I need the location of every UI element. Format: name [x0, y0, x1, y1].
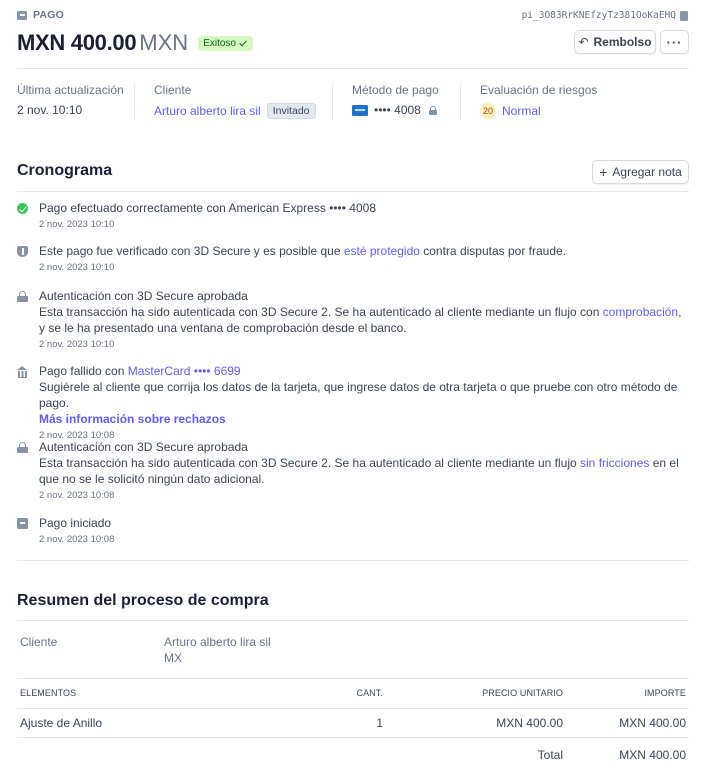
add-note-label: Agregar nota: [612, 165, 682, 179]
lock-icon: [429, 106, 437, 115]
more-actions-button[interactable]: [660, 30, 689, 54]
event-title-text: Este pago fue verificado con 3D Secure y es posible que: [39, 244, 344, 258]
event-title: Pago iniciado: [39, 516, 112, 530]
customer-label: Cliente: [154, 83, 192, 97]
refund-arrow-icon: ↶: [578, 35, 589, 49]
event-desc-text: , y se le ha presentado una ventana de comprobación desde el banco.: [39, 305, 682, 335]
item-unit-price: MXN 400.00: [496, 716, 563, 730]
payment-kind: [17, 9, 64, 21]
shield-icon: [17, 246, 28, 257]
total-value: MXN 400.00: [619, 748, 686, 762]
check-circle-icon: [17, 203, 28, 214]
payment-box-icon: [17, 11, 27, 20]
table-top-divider: [17, 678, 689, 679]
checkout-customer-name: Arturo alberto lira sil: [164, 635, 271, 649]
column-divider: [460, 83, 461, 120]
column-divider: [134, 83, 135, 120]
risk-label: Evaluación de riesgos: [480, 83, 598, 97]
bank-icon: [17, 366, 28, 377]
risk-level-link[interactable]: Normal: [502, 104, 541, 118]
column-header-unit-price: PRECIO UNITARIO: [482, 688, 563, 698]
status-badge: [198, 36, 253, 51]
last-update-value: 2 nov. 10:10: [17, 103, 83, 117]
event-description: [39, 304, 689, 336]
lock-icon: [17, 442, 28, 453]
event-title: Autenticación con 3D Secure aprobada: [39, 289, 248, 303]
payment-method-label: Método de pago: [352, 83, 439, 97]
event-time: 2 nov. 2023 10:10: [39, 339, 115, 350]
mastercard-link[interactable]: MasterCard •••• 6699: [127, 364, 241, 378]
add-note-button[interactable]: [592, 160, 689, 184]
table-header-divider: [17, 708, 689, 709]
event-title: [39, 243, 689, 259]
card-last4: •••• 4008: [374, 103, 421, 117]
payment-amount: MXN 400.00: [17, 30, 137, 55]
refund-button-label: Rembolso: [593, 35, 652, 49]
checkout-title: Resumen del proceso de compra: [17, 592, 269, 609]
event-time: 2 nov. 2023 10:08: [39, 490, 115, 501]
last-update-column: [17, 83, 124, 117]
column-divider: [332, 83, 333, 120]
customer-link[interactable]: Arturo alberto lira sil: [154, 104, 261, 118]
column-header-items: ELEMENTOS: [20, 688, 77, 698]
column-header-qty: CANT.: [356, 688, 383, 698]
customer-column: [154, 83, 316, 119]
event-title: Autenticación con 3D Secure aprobada: [39, 440, 248, 454]
guest-badge: Invitado: [267, 103, 316, 119]
event-desc-text: Esta transacción ha sido autenticada con 3D Secure 2. Se ha autenticado al cliente mediante un flujo con: [39, 305, 603, 319]
checkmark-icon: [239, 39, 248, 48]
checkout-divider: [17, 620, 689, 621]
event-time: 2 nov. 2023 10:08: [39, 534, 115, 545]
event-title-text: contra disputas por fraude.: [419, 244, 567, 258]
event-time: 2 nov. 2023 10:10: [39, 219, 115, 230]
item-amount: MXN 400.00: [619, 716, 686, 730]
frictionless-link[interactable]: sin fricciones: [580, 456, 650, 470]
event-title: Pago efectuado correctamente con American Express •••• 4008: [39, 201, 376, 215]
checkout-customer-label: Cliente: [20, 635, 58, 649]
challenge-link[interactable]: comprobación: [602, 305, 679, 319]
plus-icon: +: [599, 164, 608, 180]
checkout-customer-country: MX: [164, 651, 182, 665]
more-icon: ···: [666, 34, 683, 50]
amount-row: [17, 30, 253, 56]
timeline-end-divider: [17, 560, 689, 561]
declines-info-link[interactable]: Más información sobre rechazos: [39, 412, 226, 426]
protected-link[interactable]: esté protegido: [343, 244, 420, 258]
event-time: 2 nov. 2023 10:08: [39, 430, 115, 441]
event-title-text: Pago fallido con: [39, 364, 128, 378]
status-badge-label: Exitoso: [203, 37, 236, 49]
refund-button[interactable]: [574, 30, 656, 54]
event-desc-text: en el que no se le solicitó ningún dato adicional.: [39, 456, 679, 486]
table-row-divider: [17, 737, 689, 738]
lock-icon: [17, 291, 28, 302]
item-name: Ajuste de Anillo: [20, 716, 103, 730]
total-label: Total: [537, 748, 563, 762]
item-qty: 1: [376, 716, 383, 730]
event-description: Sugiérele al cliente que corrija los datos de la tarjeta, que ingrese datos de otra tarjeta o que pruebe con otro método de pago.: [39, 380, 678, 410]
copy-icon[interactable]: [680, 11, 688, 21]
last-update-label: Última actualización: [17, 83, 124, 97]
header-divider: [17, 68, 689, 69]
event-title: [39, 363, 689, 379]
event-desc-text: Esta transacción ha sido autenticada con 3D Secure 2. Se ha autenticado al cliente mediante un flujo: [39, 456, 581, 470]
payment-id[interactable]: [522, 10, 688, 21]
payment-kind-label: PAGO: [33, 9, 64, 21]
amex-card-icon: [352, 105, 368, 116]
column-header-amount: IMPORTE: [644, 688, 686, 698]
payment-box-icon: [17, 518, 28, 529]
risk-column: [480, 83, 597, 119]
payment-id-text[interactable]: pi_3O83RrKNEfzyTz381OoKaEHQ: [521, 10, 676, 21]
timeline-divider: [17, 191, 689, 192]
event-description: [39, 455, 689, 487]
header-top-row: [17, 9, 688, 23]
event-time: 2 nov. 2023 10:10: [39, 262, 115, 273]
timeline-title: Cronograma: [17, 162, 113, 179]
payment-currency: MXN: [139, 30, 189, 55]
payment-method-column: [352, 83, 439, 117]
risk-score-badge: 20: [480, 103, 496, 119]
